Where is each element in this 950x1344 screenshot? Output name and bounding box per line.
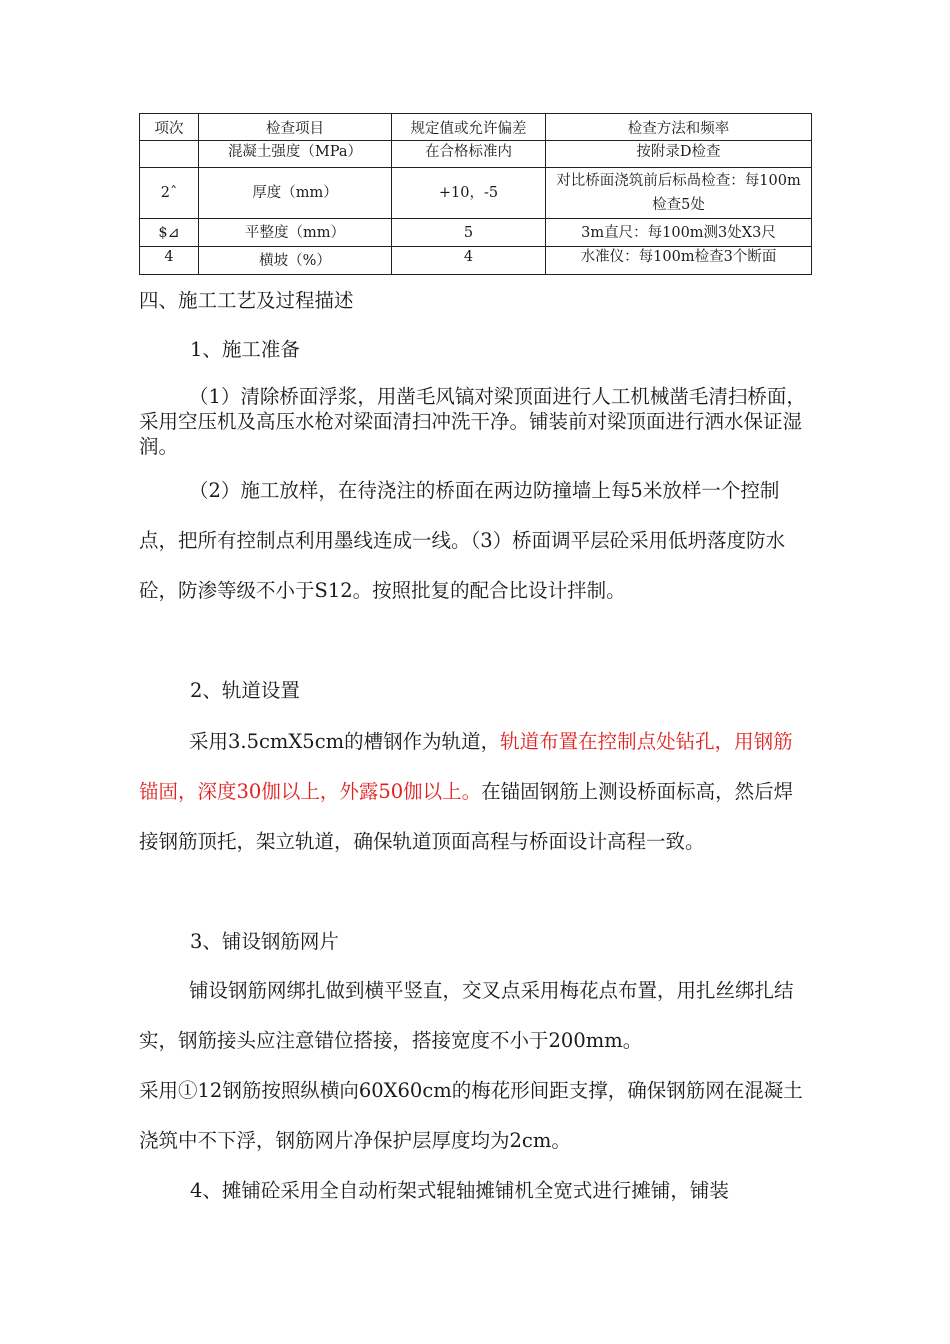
paragraph: 采用①12钢筋按照纵横向60X60cm的梅花形间距支撑，确保钢筋网在混凝土浇筑中不下浮，钢筋网片净保护层厚度均为2cm。: [139, 1079, 803, 1152]
table-row: [140, 168, 812, 219]
table-cell: 厚度（mm）: [199, 168, 392, 219]
header-cell: 规定值或允许偏差: [392, 114, 546, 141]
table-cell: 4: [392, 247, 546, 275]
table-cell: 在合格标准内: [392, 141, 546, 168]
table-cell: 按附录D检查: [546, 141, 812, 168]
table-cell: 2ˆ: [140, 168, 199, 219]
table-cell: +10，-5: [392, 168, 546, 219]
table-row: [140, 247, 812, 275]
text-run: 采用3.5cmX5cm的槽钢作为轨道，: [189, 730, 501, 753]
paragraph: 4、摊铺砼采用全自动桁架式辊轴摊铺机全宽式进行摊铺，铺装: [190, 1179, 729, 1202]
subsection-title-3: 3、铺设钢筋网片: [190, 930, 339, 953]
paragraph: （1）清除桥面浮浆，用凿毛风镐对梁顶面进行人工机械凿毛清扫桥面，采用空压机及高压水枪对梁面清扫冲洗干净。铺装前对梁顶面进行洒水保证湿润。: [139, 385, 806, 458]
table-row: [140, 219, 812, 247]
table-cell: 水准仪：每100m检查3个断面: [546, 247, 812, 275]
table-row: [140, 141, 812, 168]
header-cell: 检查方法和频率: [546, 114, 812, 141]
header-cell: 检查项目: [199, 114, 392, 141]
subsection-title-2: 2、轨道设置: [190, 679, 300, 702]
table-cell: $⊿: [140, 219, 199, 247]
table-cell: 横坡（%）: [199, 247, 392, 275]
paragraph: 铺设钢筋网绑扎做到横平竖直，交叉点采用梅花点布置，用扎丝绑扎结实，钢筋接头应注意错位搭接，搭接宽度不小于200mm。: [139, 979, 794, 1052]
inspection-table: [139, 113, 812, 275]
text-run: 在锚固钢筋上测设桥面标高，然后焊接钢筋顶托，架立轨道，确保轨道顶面高程与桥面设计高程一致。: [139, 780, 794, 853]
table-cell: 混凝土强度（MPa）: [199, 141, 392, 168]
table-cell: 3m直尺：每100m测3处X3尺: [546, 219, 812, 247]
paragraph: [139, 717, 811, 867]
header-cell: 项次: [140, 114, 199, 141]
section-title: 四、施工工艺及过程描述: [139, 289, 354, 312]
paragraph: （2）施工放样，在待浇注的桥面在两边防撞墙上每5米放样一个控制点，把所有控制点利用墨线连成一线。（3）桥面调平层砼采用低坍落度防水砼，防渗等级不小于S12。按照批复的配合比设计拌制。: [139, 479, 786, 602]
subsection-title-1: 1、施工准备: [190, 338, 300, 361]
table-header-row: [140, 114, 812, 141]
table-cell: 4: [140, 247, 199, 275]
table-cell: [140, 141, 199, 168]
table-cell: 对比桥面浇筑前后标咼检查：每100m检查5处: [546, 168, 812, 219]
table-cell: 平整度（mm）: [199, 219, 392, 247]
table-cell: 5: [392, 219, 546, 247]
highlighted-text: 轨道布置在控制点处钻孔，用钢筋锚固，深度30伽以上，外露50伽以上。: [139, 730, 793, 803]
